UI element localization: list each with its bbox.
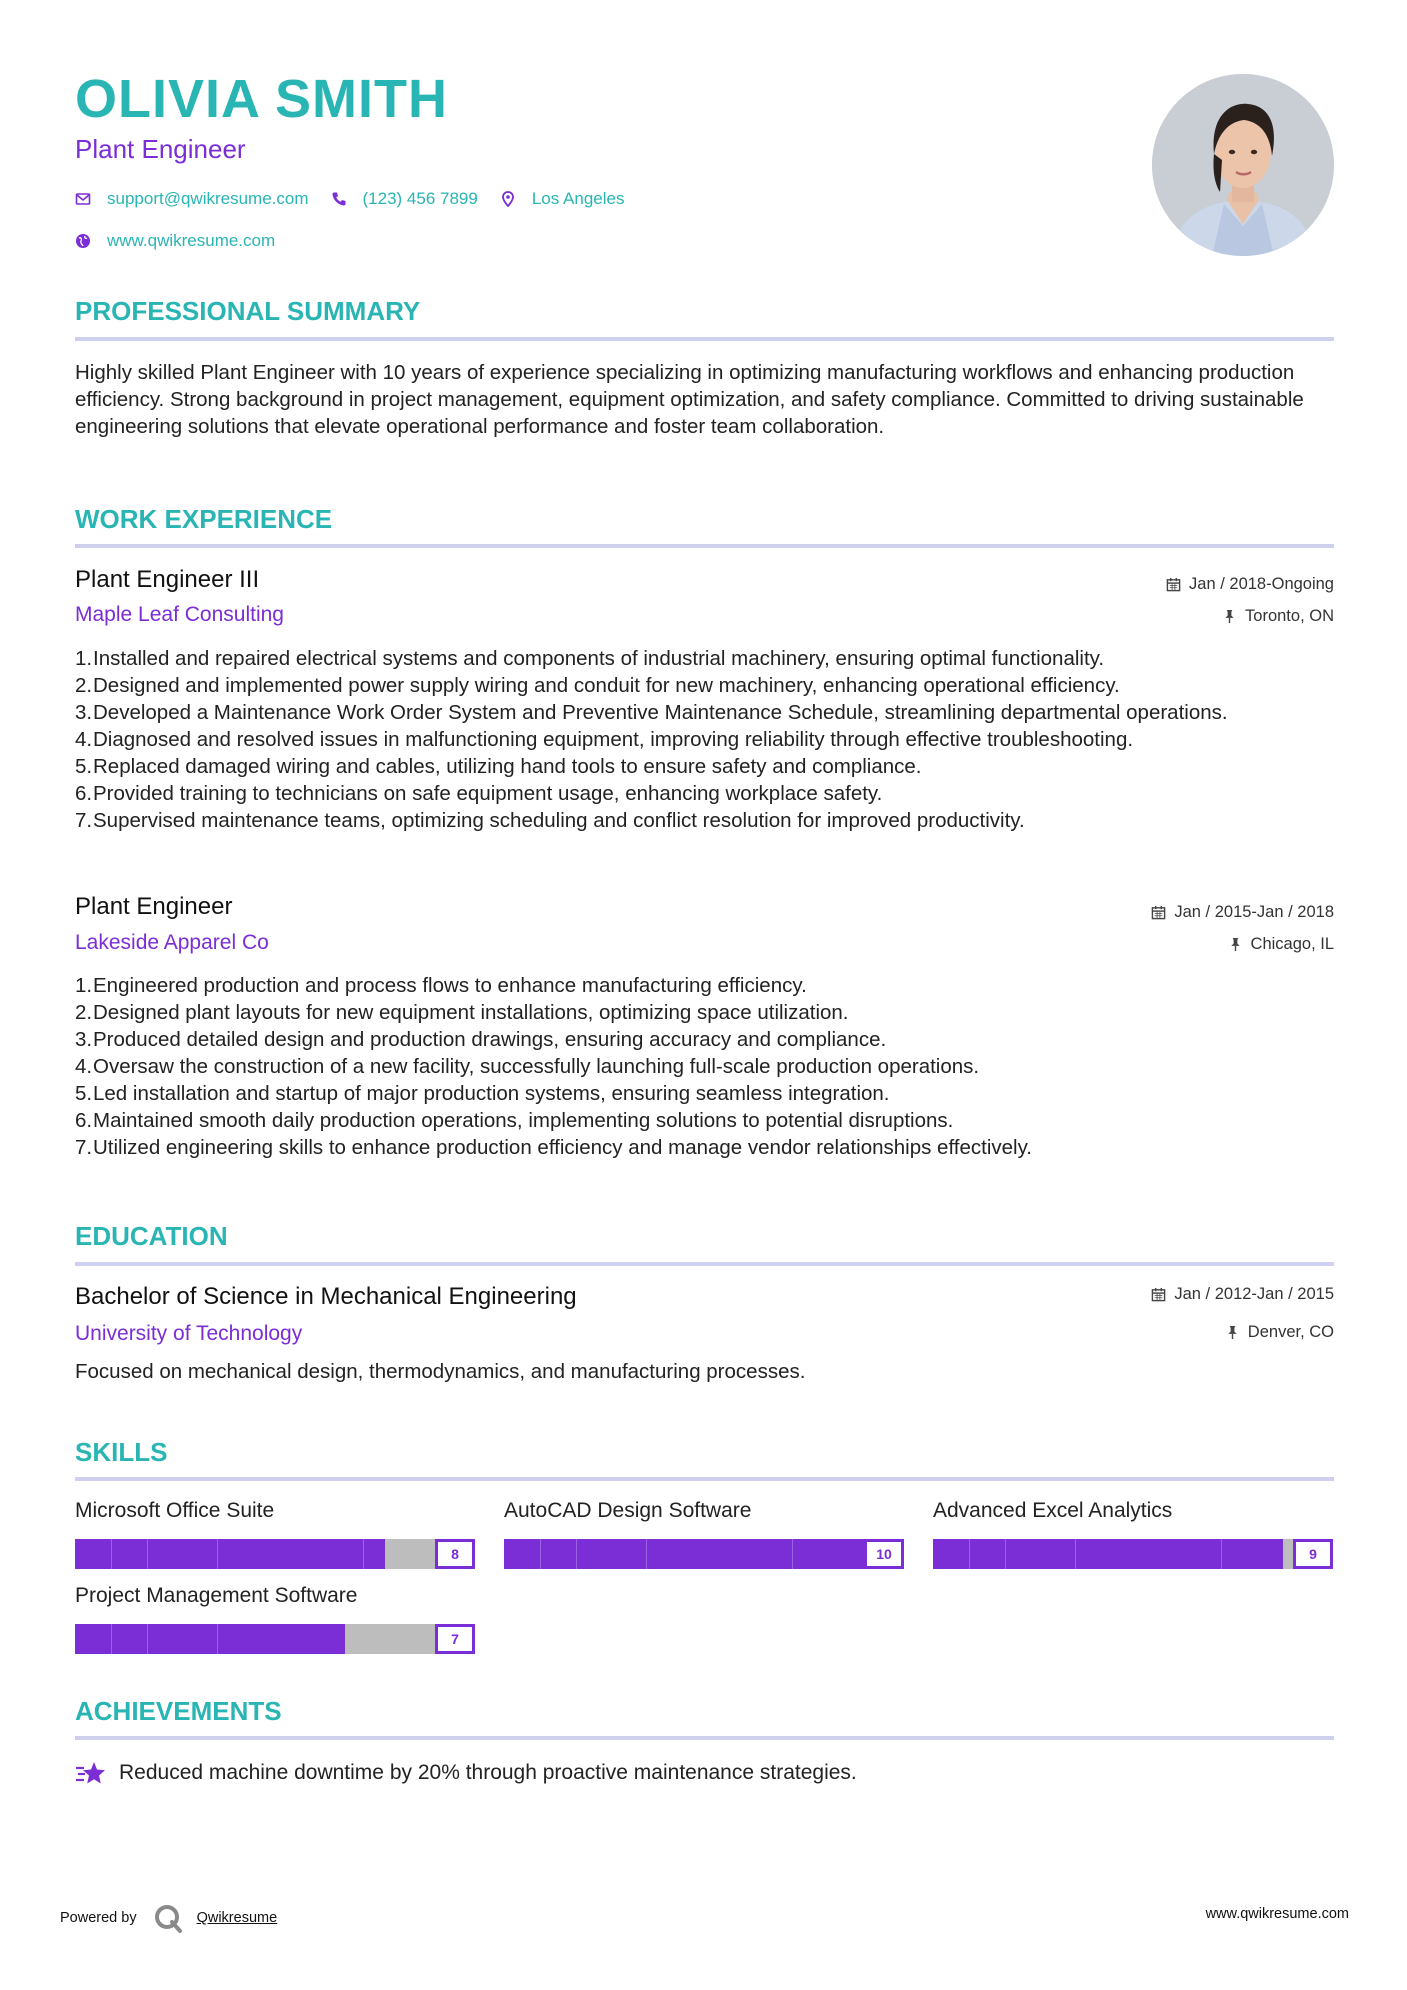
section-divider: [75, 1262, 1334, 1266]
job-location-text: Toronto, ON: [1245, 607, 1334, 625]
skill-name: Microsoft Office Suite: [75, 1499, 275, 1522]
skill-bar-segment: [363, 1539, 364, 1569]
calendar-icon: [1166, 577, 1181, 592]
education-description: Focused on mechanical design, thermodynamics, and manufacturing processes.: [75, 1360, 806, 1383]
achievement-text: Reduced machine downtime by 20% through proactive maintenance strategies.: [119, 1761, 857, 1784]
skill-bar-segment: [969, 1539, 970, 1569]
school-name: University of Technology: [75, 1322, 303, 1345]
list-item: 4. Oversaw the construction of a new facility, successfully launching full-scale production operations.: [75, 1055, 980, 1078]
calendar-icon: [1151, 905, 1166, 920]
qwikresume-logo-icon: [153, 1903, 183, 1933]
section-divider: [75, 1477, 1334, 1481]
skill-level-badge: 9: [1293, 1539, 1333, 1569]
skill-item: [933, 1499, 1333, 1569]
section-divider: [75, 544, 1334, 548]
education-dates-text: Jan / 2012-Jan / 2015: [1174, 1285, 1334, 1303]
list-item: 3. Produced detailed design and production drawings, ensuring accuracy and compliance.: [75, 1028, 887, 1051]
summary-text: Highly skilled Plant Engineer with 10 years of experience specializing in optimizing manufacturing workflows and enhancing production efficiency. Strong background in project management, equipment optimization, and safety compliance. Committed to driving sustainable engineering solutions that elevate operational performance and foster team collaboration.: [75, 361, 1304, 438]
degree-title: Bachelor of Science in Mechanical Engineering: [75, 1283, 577, 1310]
phone-icon: [331, 191, 347, 207]
list-item: 5. Led installation and startup of major production systems, ensuring seamless integration.: [75, 1082, 890, 1105]
skill-level-bar: [75, 1539, 475, 1569]
job-company: Lakeside Apparel Co: [75, 931, 269, 954]
contact-row-secondary: [75, 231, 297, 251]
candidate-name: OLIVIA SMITH: [75, 69, 448, 129]
brand-link[interactable]: Qwikresume: [196, 1910, 278, 1926]
envelope-icon: [75, 191, 91, 207]
powered-by-label: Powered by: [60, 1910, 137, 1926]
education-heading: EDUCATION: [75, 1221, 228, 1251]
list-item: 5. Replaced damaged wiring and cables, utilizing hand tools to ensure safety and compliance.: [75, 755, 922, 778]
skill-bar-segment: [147, 1539, 148, 1569]
education-dates: [1151, 1285, 1334, 1304]
job-location: [1228, 935, 1334, 954]
skill-level-bar: [933, 1539, 1333, 1569]
skill-item: [75, 1584, 475, 1654]
skill-bar-segment: [111, 1539, 112, 1569]
contact-email[interactable]: support@qwikresume.com: [107, 189, 309, 208]
job-company: Maple Leaf Consulting: [75, 603, 284, 626]
contact-website[interactable]: www.qwikresume.com: [107, 231, 276, 250]
pushpin-icon: [1222, 609, 1237, 624]
job-title: Plant Engineer: [75, 893, 233, 920]
globe-icon: [75, 233, 91, 249]
section-divider: [75, 1736, 1334, 1740]
skill-name: Advanced Excel Analytics: [933, 1499, 1173, 1522]
education-location-text: Denver, CO: [1247, 1323, 1334, 1341]
pushpin-icon: [1228, 937, 1243, 952]
section-divider: [75, 337, 1334, 341]
list-item: 3. Developed a Maintenance Work Order System and Preventive Maintenance Schedule, streamlining departmental operations.: [75, 701, 1228, 724]
skill-bar-segment: [217, 1624, 218, 1654]
job-dates: [1166, 575, 1334, 594]
skill-bar-segment: [111, 1624, 112, 1654]
job-location-text: Chicago, IL: [1250, 935, 1334, 953]
contact-row-primary: [75, 189, 646, 209]
profile-photo: [1152, 74, 1334, 256]
skill-item: [504, 1499, 904, 1569]
skill-bar-segment: [646, 1539, 647, 1569]
skill-level-bar: [504, 1539, 904, 1569]
job-location: [1222, 607, 1334, 626]
skill-level-badge: 10: [864, 1539, 904, 1569]
list-item: 2. Designed plant layouts for new equipment installations, optimizing space utilization.: [75, 1001, 849, 1024]
contact-location: Los Angeles: [531, 189, 625, 208]
list-item: 2. Designed and implemented power supply wiring and conduit for new machinery, enhancing operational efficiency.: [75, 674, 1120, 697]
achievements-heading: ACHIEVEMENTS: [75, 1696, 282, 1726]
job-responsibilities: [75, 645, 1337, 834]
skill-level-bar: [75, 1624, 475, 1654]
list-item: 1. Installed and repaired electrical systems and components of industrial machinery, ensuring optimal functionality.: [75, 647, 1105, 670]
job-dates: [1151, 903, 1334, 922]
skill-bar-segment: [1075, 1539, 1076, 1569]
skill-bar-fill: [75, 1624, 345, 1654]
calendar-icon: [1151, 1287, 1166, 1302]
skill-bar-segment: [792, 1539, 793, 1569]
portrait-illustration: [1152, 74, 1334, 256]
contact-phone[interactable]: (123) 456 7899: [362, 189, 478, 208]
list-item: 7. Supervised maintenance teams, optimizing scheduling and conflict resolution for improved productivity.: [75, 809, 1025, 832]
skill-bar-segment: [576, 1539, 577, 1569]
skill-bar-fill: [933, 1539, 1283, 1569]
skill-name: Project Management Software: [75, 1584, 358, 1607]
skill-level-badge: 8: [435, 1539, 475, 1569]
skill-bar-segment: [1221, 1539, 1222, 1569]
job-dates-text: Jan / 2018-Ongoing: [1189, 575, 1334, 593]
skill-level-badge: 7: [435, 1624, 475, 1654]
skill-item: [75, 1499, 475, 1569]
list-item: 4. Diagnosed and resolved issues in malfunctioning equipment, improving reliability through effective troubleshooting.: [75, 728, 1134, 751]
footer-branding: [60, 1903, 277, 1933]
summary-heading: PROFESSIONAL SUMMARY: [75, 296, 421, 326]
skill-name: AutoCAD Design Software: [504, 1499, 752, 1522]
footer-url[interactable]: www.qwikresume.com: [1205, 1906, 1349, 1922]
star-award-icon: [75, 1760, 107, 1786]
skills-heading: SKILLS: [75, 1437, 168, 1467]
skill-bar-fill: [504, 1539, 904, 1569]
skill-bar-segment: [1005, 1539, 1006, 1569]
job-dates-text: Jan / 2015-Jan / 2018: [1174, 903, 1334, 921]
education-location: [1225, 1323, 1334, 1342]
list-item: 6. Maintained smooth daily production operations, implementing solutions to potential disruptions.: [75, 1109, 954, 1132]
skill-bar-segment: [147, 1624, 148, 1654]
candidate-role: Plant Engineer: [75, 134, 246, 164]
list-item: 1. Engineered production and process flows to enhance manufacturing efficiency.: [75, 974, 807, 997]
skill-bar-segment: [217, 1539, 218, 1569]
achievement-item: [75, 1760, 857, 1786]
skill-bar-fill: [75, 1539, 385, 1569]
skill-bar-segment: [540, 1539, 541, 1569]
list-item: 6. Provided training to technicians on safe equipment usage, enhancing workplace safety.: [75, 782, 883, 805]
pushpin-icon: [1225, 1325, 1240, 1340]
map-pin-icon: [500, 191, 516, 207]
job-responsibilities: [75, 972, 1337, 1161]
experience-heading: WORK EXPERIENCE: [75, 504, 333, 534]
list-item: 7. Utilized engineering skills to enhance production efficiency and manage vendor relationships effectively.: [75, 1136, 1033, 1159]
job-title: Plant Engineer III: [75, 566, 260, 593]
